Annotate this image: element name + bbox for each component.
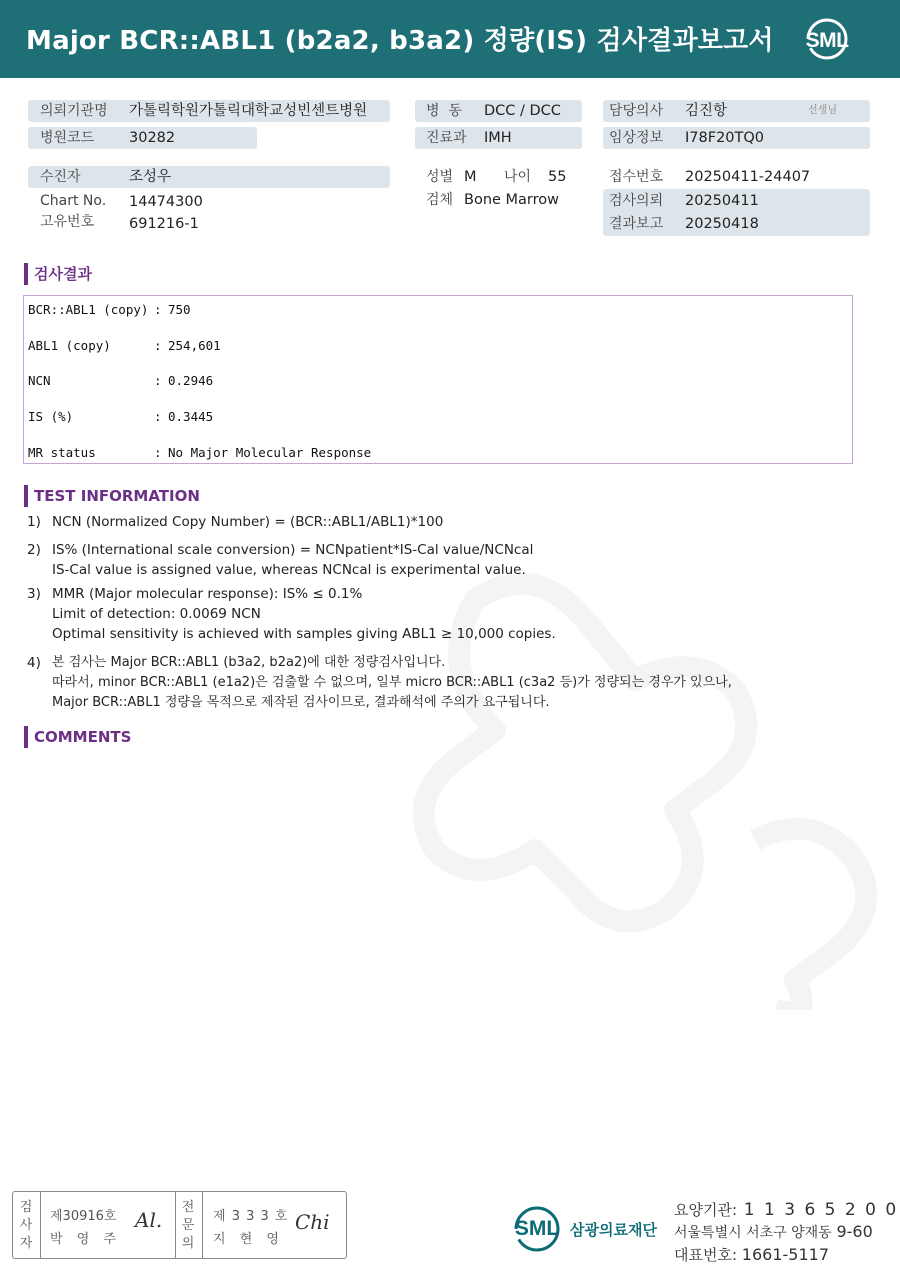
chart-no-label: Chart No. — [40, 193, 107, 209]
results-section-title: 검사결과 — [24, 263, 92, 285]
test-info-item — [27, 540, 827, 580]
result-key: ABL1 (copy) — [28, 338, 111, 353]
patient-label: 수진자 — [40, 169, 81, 185]
result-value: No Major Molecular Response — [168, 445, 372, 460]
comments-section-title: COMMENTS — [24, 726, 131, 748]
examiner-label-char: 자 — [19, 1236, 33, 1251]
department-value: IMH — [484, 130, 512, 146]
result-sep: : — [154, 302, 162, 317]
examiner-signature: Al. — [135, 1208, 163, 1232]
sml-logo-icon — [800, 12, 854, 66]
item-number: 2) — [27, 542, 41, 558]
org-name: 삼광의료재단 — [570, 1221, 657, 1239]
chart-no-value: 14474300 — [129, 194, 203, 210]
ward-value: DCC / DCC — [484, 103, 561, 119]
item-line: 본 검사는 Major BCR::ABL1 (b3a2, b2a2)에 대한 정량검사입니다. — [52, 655, 446, 670]
ward-label: 병 동 — [426, 103, 462, 119]
specialist-label-char: 의 — [181, 1236, 195, 1251]
doctor-label: 담당의사 — [609, 103, 664, 119]
result-key: IS (%) — [28, 409, 74, 424]
doctor-value: 김진항 — [685, 103, 728, 119]
test-info-item — [27, 512, 827, 532]
patient-row-bg — [28, 166, 390, 188]
item-number: 3) — [27, 586, 41, 602]
examiner-label-char: 사 — [19, 1218, 33, 1233]
item-line: Optimal sensitivity is achieved with samples giving ABL1 ≥ 10,000 copies. — [52, 626, 556, 642]
sml-footer-logo-icon — [508, 1200, 566, 1258]
examiner-label-char: 검 — [19, 1200, 33, 1215]
logo-text: SML — [805, 29, 849, 52]
examiner-license: 제30916호 — [50, 1209, 117, 1224]
institution-label: 의뢰기관명 — [40, 103, 108, 119]
result-row — [28, 409, 213, 424]
result-row — [28, 302, 191, 317]
care-code-line — [674, 1199, 898, 1220]
age-value: 55 — [548, 169, 567, 185]
hospital-code-value: 30282 — [129, 130, 176, 146]
specialist-label-char: 전 — [181, 1200, 195, 1215]
item-line: IS-Cal value is assigned value, whereas NCNcal is experimental value. — [52, 562, 526, 578]
phone-line — [674, 1244, 829, 1265]
result-sep: : — [154, 445, 162, 460]
examiner-name: 박 영 주 — [50, 1232, 121, 1247]
request-date-label: 검사의뢰 — [609, 193, 664, 209]
result-sep: : — [154, 338, 162, 353]
report-date-value: 20250418 — [685, 216, 759, 232]
address-line — [674, 1222, 873, 1242]
unique-no-label: 고유번호 — [40, 214, 95, 230]
department-label: 진료과 — [426, 130, 467, 146]
item-line: Limit of detection: 0.0069 NCN — [52, 606, 261, 622]
result-row — [28, 338, 221, 353]
item-number: 1) — [27, 514, 41, 530]
receipt-no-value: 20250411-24407 — [685, 169, 811, 185]
specimen-value: Bone Marrow — [464, 192, 560, 208]
specialist-name: 지 현 영 — [213, 1232, 284, 1247]
result-key: BCR::ABL1 (copy) — [28, 302, 149, 317]
test-info-section-title: TEST INFORMATION — [24, 485, 200, 507]
item-line: IS% (International scale conversion) = NCNpatient*IS-Cal value/NCNcal — [52, 542, 534, 558]
age-label: 나이 — [504, 169, 532, 185]
item-line: Major BCR::ABL1 정량을 목적으로 제작된 검사이므로, 결과해석에 주의가 요구됩니다. — [52, 695, 550, 710]
report-header — [0, 0, 900, 78]
request-date-value: 20250411 — [685, 193, 759, 209]
divider — [40, 1192, 41, 1258]
address-prefix: 서울특별시 서초구 양재동 — [674, 1225, 832, 1241]
result-value: 254,601 — [168, 338, 221, 353]
hospital-code-label: 병원코드 — [40, 130, 95, 146]
result-value: 0.3445 — [168, 409, 214, 424]
results-box — [23, 295, 853, 464]
item-line: 따라서, minor BCR::ABL1 (e1a2)은 검출할 수 없으며, 일부 micro BCR::ABL1 (c3a2 등)가 정량되는 경우가 있으나, — [52, 675, 732, 690]
phone-value: 1661-5117 — [741, 1245, 830, 1264]
result-row — [28, 373, 213, 388]
sex-value: M — [464, 169, 477, 185]
clinical-info-label: 임상정보 — [609, 130, 664, 146]
care-code-value: 1 1 3 6 5 2 0 0 — [743, 1200, 899, 1220]
patient-value: 조성우 — [129, 169, 172, 185]
result-sep: : — [154, 409, 162, 424]
item-line: MMR (Major molecular response): IS% ≤ 0.1% — [52, 586, 363, 602]
address-number: 9-60 — [836, 1222, 873, 1241]
test-info-item — [27, 584, 827, 644]
specialist-signature: Chi — [295, 1210, 330, 1234]
specialist-license: 제 3 3 3 호 — [213, 1209, 289, 1224]
clinical-info-value: I78F20TQ0 — [685, 130, 765, 146]
footer-logo-text: SML — [514, 1217, 560, 1240]
receipt-no-label: 접수번호 — [609, 169, 664, 185]
test-info-item — [27, 653, 827, 713]
doctor-suffix: 선생님 — [808, 105, 837, 116]
item-line: NCN (Normalized Copy Number) = (BCR::ABL1/ABL1)*100 — [52, 514, 444, 530]
result-key: MR status — [28, 445, 96, 460]
institution-value: 가톨릭학원가톨릭대학교성빈센트병원 — [129, 103, 368, 119]
result-sep: : — [154, 373, 162, 388]
report-title: Major BCR::ABL1 (b2a2, b3a2) 정량(IS) 검사결과보고서 — [26, 26, 774, 56]
sex-label: 성별 — [426, 169, 454, 185]
item-number: 4) — [27, 655, 41, 671]
divider — [175, 1192, 176, 1258]
result-row — [28, 445, 371, 460]
phone-label: 대표번호: — [674, 1246, 738, 1264]
divider — [202, 1192, 203, 1258]
result-value: 0.2946 — [168, 373, 214, 388]
result-value: 750 — [168, 302, 191, 317]
specialist-label-char: 문 — [181, 1218, 195, 1233]
unique-no-value: 691216-1 — [129, 216, 199, 232]
signature-box — [12, 1191, 347, 1259]
specimen-label: 검체 — [426, 192, 454, 208]
result-key: NCN — [28, 373, 51, 388]
report-date-label: 결과보고 — [609, 216, 664, 232]
care-code-label: 요양기관: — [674, 1201, 738, 1219]
